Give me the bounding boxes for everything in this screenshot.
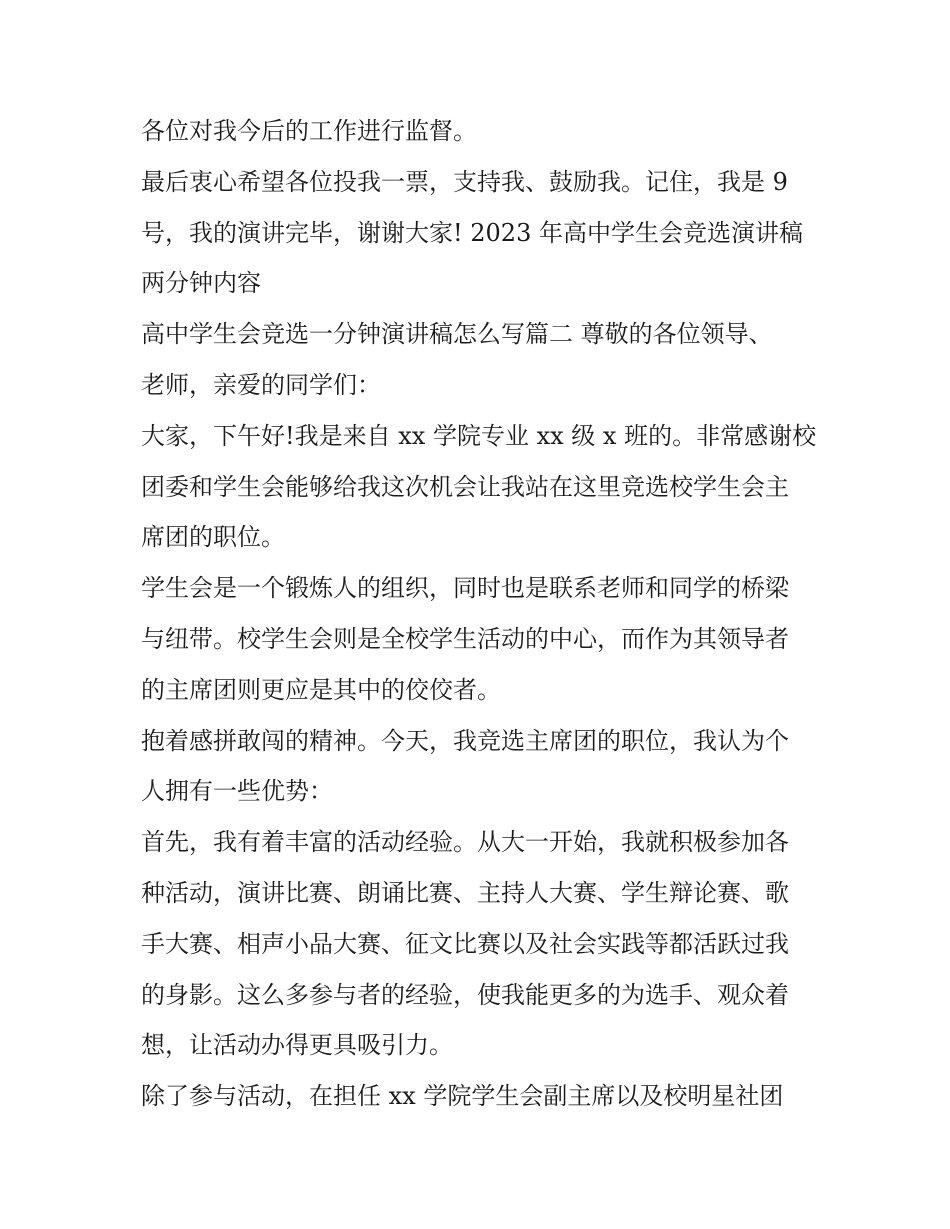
text-line: 大家，下午好!我是来自 xx 学院专业 xx 级 x 班的。非常感谢校: [141, 421, 817, 450]
text-line: 高中学生会竞选一分钟演讲稿怎么写篇二 尊敬的各位领导、: [141, 320, 773, 349]
paragraph-experience: [141, 817, 821, 1071]
text-line: 想，让活动办得更具吸引力。: [141, 1031, 453, 1060]
paragraph-supervision: [141, 106, 821, 157]
paragraph-student-union: [141, 563, 821, 715]
text-line: 除了参与活动，在担任 xx 学院学生会副主席以及校明星社团: [141, 1082, 784, 1111]
text-line: 首先，我有着丰富的活动经验。从大一开始，我就积极参加各: [141, 828, 789, 857]
text-line: 抱着感拼敢闯的精神。今天，我竞选主席团的职位，我认为个: [141, 726, 789, 755]
paragraph-greeting: [141, 411, 821, 563]
text-line: 的身影。这么多参与者的经验，使我能更多的为选手、观众着: [141, 980, 789, 1009]
text-line: 两分钟内容: [141, 269, 261, 298]
paragraph-closing-vote: [141, 157, 821, 309]
document-body: [141, 106, 821, 1122]
text-line: 号，我的演讲完毕，谢谢大家! 2023 年高中学生会竞选演讲稿: [141, 218, 803, 247]
paragraph-beyond-activities: [141, 1071, 821, 1122]
text-line: 与纽带。校学生会则是全校学生活动的中心，而作为其领导者: [141, 624, 789, 653]
text-line: 人拥有一些优势：: [141, 777, 333, 806]
paragraph-speech-title: [141, 309, 821, 411]
text-line: 学生会是一个锻炼人的组织，同时也是联系老师和同学的桥梁: [141, 574, 789, 603]
text-line: 老师，亲爱的同学们：: [141, 370, 381, 399]
text-line: 最后衷心希望各位投我一票，支持我、鼓励我。记住，我是 9: [141, 167, 788, 196]
text-line: 团委和学生会能够给我这次机会让我站在这里竞选校学生会主: [141, 472, 789, 501]
text-line: 的主席团则更应是其中的佼佼者。: [141, 675, 501, 704]
text-line: 手大赛、相声小品大赛、征文比赛以及社会实践等都活跃过我: [141, 929, 789, 958]
paragraph-advantages-intro: [141, 716, 821, 818]
text-line: 各位对我今后的工作进行监督。: [141, 117, 477, 145]
text-line: 席团的职位。: [141, 523, 285, 552]
text-line: 种活动，演讲比赛、朗诵比赛、主持人大赛、学生辩论赛、歌: [141, 878, 789, 907]
